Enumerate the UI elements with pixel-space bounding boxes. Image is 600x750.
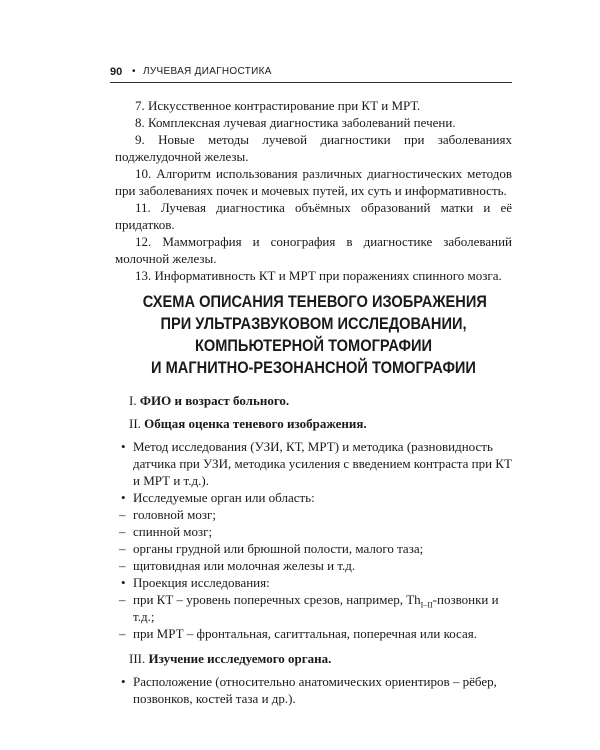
header-bullet: •: [132, 66, 136, 77]
dash-marker: –: [119, 592, 126, 607]
bullet-item-organ: [115, 489, 512, 506]
part-2-title: Общая оценка теневого изображения.: [144, 416, 367, 431]
bullet-item-location: [115, 673, 512, 707]
part-2-number: II.: [129, 416, 141, 431]
location-text: Расположение (относительно анатомических ориентиров – рёбер, позвонков, костей таза и др.).: [133, 674, 497, 706]
bullet-marker: •: [121, 575, 126, 590]
dash-item-mri: [115, 625, 512, 642]
dash-marker: –: [119, 524, 126, 539]
running-head: ЛУЧЕВАЯ ДИАГНОСТИКА: [143, 66, 272, 77]
question-item: 12. Маммография и сонография в диагностике заболеваний молочной железы.: [115, 234, 512, 266]
question-item: 7. Искусственное контрастирование при КТ и МРТ.: [135, 98, 421, 113]
section-title-line: КОМПЬЮТЕРНОЙ ТОМОГРАФИИ: [194, 336, 433, 355]
ct-text-end: -позвонки и т.д.;: [133, 592, 499, 624]
section-title-line: И МАГНИТНО-РЕЗОНАНСНОЙ ТОМОГРАФИИ: [151, 358, 476, 377]
part-3-heading: [129, 650, 512, 667]
part-1-number: I.: [129, 393, 137, 408]
question-item: 10. Алгоритм использования различных диагностических методов при заболеваниях почек и мочевых путей, их суть и информативность.: [115, 166, 512, 198]
section-title: [142, 291, 487, 379]
question-item: 11. Лучевая диагностика объёмных образований матки и её придатков.: [115, 200, 512, 232]
method-text: Метод исследования (УЗИ, КТ, МРТ) и методика (разновидность датчика при УЗИ, методика усиления с введением контраста при КТ и МРТ и т.д.).: [133, 439, 512, 488]
part-1-title: ФИО и возраст больного.: [139, 393, 290, 408]
page-number: 90: [110, 66, 123, 78]
part-2-heading: [129, 415, 512, 432]
section-title-line: СХЕМА ОПИСАНИЯ ТЕНЕВОГО ИЗОБРАЖЕНИЯ: [142, 292, 487, 311]
dash-marker: –: [119, 541, 126, 556]
question-item: 9. Новые методы лучевой диагностики при заболеваниях поджелудочной железы.: [115, 132, 512, 164]
question-list: [115, 97, 512, 284]
mri-text: при МРТ – фронтальная, сагиттальная, поперечная или косая.: [133, 626, 477, 641]
organ-text: щитовидная или молочная железы и т.д.: [133, 558, 356, 573]
bullet-marker: •: [121, 439, 126, 454]
bullet-item-projection: [115, 574, 512, 591]
organ-text: спинной мозг;: [133, 524, 213, 539]
question-item: 8. Комплексная лучевая диагностика заболеваний печени.: [135, 115, 456, 130]
organ-label: Исследуемые орган или область:: [133, 490, 315, 505]
part-1-heading: [129, 392, 512, 409]
dash-item: [115, 506, 512, 523]
projection-label: Проекция исследования:: [133, 575, 270, 590]
dash-item: [115, 523, 512, 540]
dash-item-ct: [115, 591, 512, 625]
bullet-marker: •: [121, 674, 126, 689]
bullet-marker: •: [121, 490, 126, 505]
dash-item: [115, 540, 512, 557]
ct-text: при КТ – уровень поперечных срезов, например, Th: [133, 592, 421, 607]
organ-text: головной мозг;: [133, 507, 216, 522]
dash-marker: –: [119, 507, 126, 522]
dash-marker: –: [119, 626, 126, 641]
organ-text: органы грудной или брюшной полости, малого таза;: [133, 541, 424, 556]
question-item: 13. Информативность КТ и МРТ при поражениях спинного мозга.: [135, 268, 502, 283]
section-title-line: ПРИ УЛЬТРАЗВУКОВОМ ИССЛЕДОВАНИИ,: [160, 314, 467, 333]
dash-item: [115, 557, 512, 574]
part-3-title: Изучение исследуемого органа.: [148, 651, 332, 666]
part-3-number: III.: [129, 651, 146, 666]
ct-subscript: I–II: [420, 600, 433, 610]
bullet-item-method: [115, 438, 512, 489]
description-scheme: [115, 392, 512, 707]
dash-marker: –: [119, 558, 126, 573]
page-header: [110, 64, 512, 83]
